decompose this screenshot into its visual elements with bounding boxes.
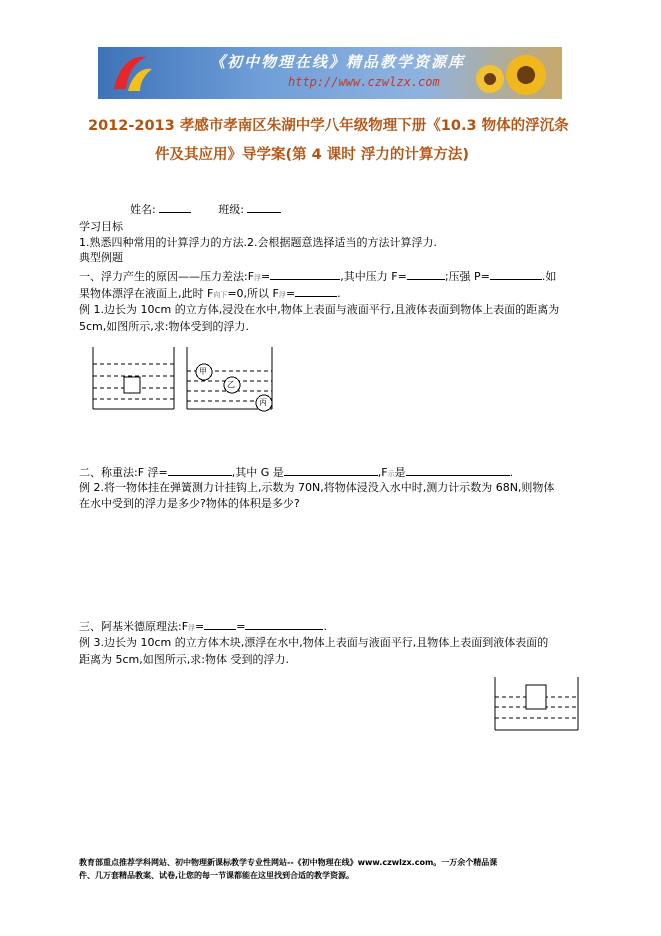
pressure-force-blank[interactable] — [407, 268, 445, 280]
g-meaning-blank[interactable] — [284, 464, 378, 476]
section1-line1: 一、浮力产生的原因——压力差法:F浮= ,其中压力 F= ;压强 P= .如 — [79, 270, 557, 283]
banner-url[interactable]: http://www.czwlzx.com — [288, 75, 440, 89]
student-info — [130, 201, 281, 217]
section1-line2: 果物体漂浮在液面上,此时 F向下=0,所以 F浮= . — [79, 287, 341, 300]
banner-title: 《初中物理在线》精品教学资源库 — [210, 53, 466, 71]
name-blank[interactable] — [159, 201, 191, 213]
name-label: 姓名: — [130, 203, 156, 216]
weighing-blank[interactable] — [168, 464, 232, 476]
fig-label-jia: 甲 — [199, 367, 207, 376]
section3-line: 三、阿基米德原理法:F浮= = . — [79, 620, 327, 633]
footer-line2: 件、几万套精品教案、试卷,让您的每一节课都能在这里找到合适的教学资源。 — [79, 871, 355, 880]
figure-floating-block — [494, 677, 580, 733]
example2-line1: 例 2.将一物体挂在弹簧测力计挂钩上,示数为 70N,将物体浸没入水中时,测力计示数为 68N,则物体 — [79, 481, 555, 494]
example3-line2: 距离为 5cm,如图所示,求:物体 受到的浮力. — [79, 653, 289, 666]
examples-heading: 典型例题 — [79, 251, 123, 264]
section2-line: 二、称重法:F 浮= ,其中 G 是 ,F示是 . — [79, 466, 514, 479]
goals-heading: 学习目标 — [79, 220, 123, 233]
site-banner — [98, 47, 562, 99]
goals-text: 1.熟悉四种常用的计算浮力的方法.2.会根据题意选择适当的方法计算浮力. — [79, 236, 437, 249]
fig-label-yi: 乙 — [227, 380, 235, 389]
class-blank[interactable] — [247, 201, 281, 213]
fig-label-bing: 丙 — [259, 398, 267, 407]
example3-line1: 例 3.边长为 10cm 的立方体木块,漂浮在水中,物体上表面与液面平行,且物体上表面到液体表面的 — [79, 636, 549, 649]
figure-three-objects — [186, 347, 274, 413]
float-force-blank[interactable] — [295, 285, 337, 297]
page-title-line2: 件及其应用》导学案(第 4 课时 浮力的计算方法) — [155, 147, 469, 163]
archimedes-blank2[interactable] — [245, 618, 323, 630]
page-title-line1: 2012-2013 孝感市孝南区朱湖中学八年级物理下册《10.3 物体的浮沉条 — [88, 118, 569, 134]
site-logo-icon — [106, 51, 156, 95]
class-label: 班级: — [218, 203, 244, 216]
example2-line2: 在水中受到的浮力是多少?物体的体积是多少? — [79, 497, 300, 510]
figure-cube-container — [92, 347, 176, 413]
pressure-diff-blank[interactable] — [270, 268, 340, 280]
sunflower-icon — [466, 49, 556, 97]
pressure-blank[interactable] — [490, 268, 542, 280]
example1-line2: 5cm,如图所示,求:物体受到的浮力. — [79, 320, 249, 333]
footer-line1: 教育部重点推荐学科网站、初中物理新课标教学专业性网站--《初中物理在线》www.czwlzx.com。一万余个精品课 — [79, 858, 498, 867]
example1-line1: 例 1.边长为 10cm 的立方体,浸没在水中,物体上表面与液面平行,且液体表面到物体上表面的距离为 — [79, 303, 560, 316]
archimedes-blank1[interactable] — [204, 618, 236, 630]
f-meaning-blank[interactable] — [406, 464, 510, 476]
